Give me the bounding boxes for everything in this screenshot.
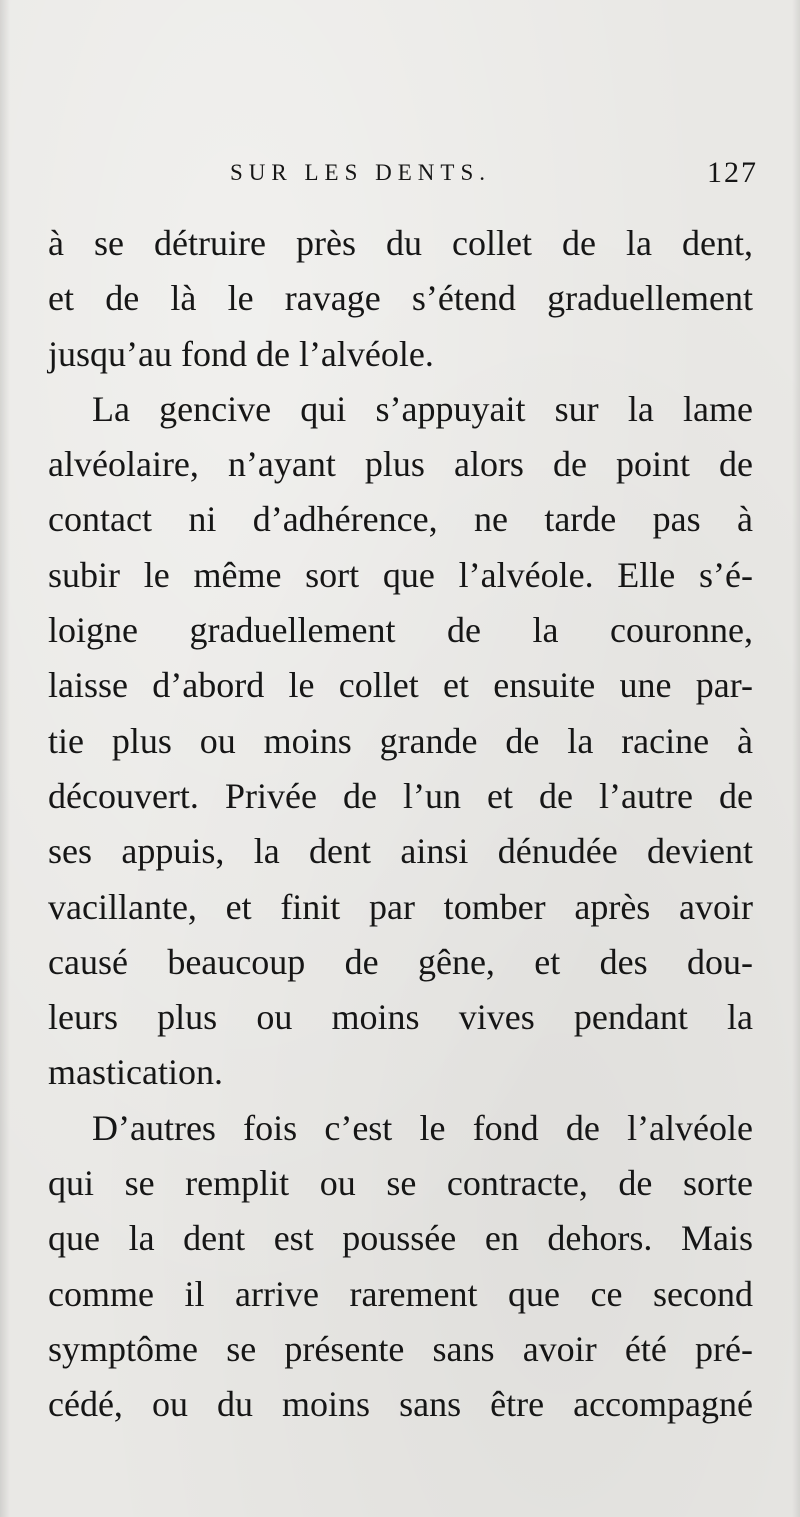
page-edge-shadow-left [0,0,10,1517]
running-head [48,156,758,200]
text-line: causé beaucoup de gêne, et des dou- [48,941,753,982]
text-line: laisse d’abord le collet et ensuite une par- [48,665,753,706]
text-line: découvert. Privée de l’un et de l’autre de [48,775,753,816]
running-title: SUR LES DENTS. [230,160,491,185]
text-line: La gencive qui s’appuyait sur la lame [92,388,753,429]
text-line: et de là le ravage s’étend graduellement [48,278,753,319]
text-line: subir le même sort que l’alvéole. Elle s’é- [48,554,753,595]
text-line: contact ni d’adhérence, ne tarde pas à [48,499,753,540]
text-line: loigne graduellement de la couronne, [48,610,753,651]
text-line: symptôme se présente sans avoir été pré- [48,1328,753,1369]
text-line: comme il arrive rarement que ce second [48,1273,753,1314]
text-line: ses appuis, la dent ainsi dénudée devient [48,831,753,872]
page-number: 127 [707,156,758,189]
text-line: D’autres fois c’est le fond de l’alvéole [92,1107,753,1148]
text-line: alvéolaire, n’ayant plus alors de point de [48,444,753,485]
text-line: cédé, ou du moins sans être accompagné [48,1384,753,1425]
text-line: jusqu’au fond de l’alvéole. [48,333,434,374]
text-line: à se détruire près du collet de la dent, [48,223,753,263]
text-line: leurs plus ou moins vives pendant la [48,997,753,1038]
text-line: vacillante, et finit par tomber après avoir [48,886,753,927]
text-line: mastication. [48,1052,223,1093]
body-text [48,216,753,1433]
page-edge-shadow-right [792,0,800,1517]
text-line: qui se remplit ou se contracte, de sorte [48,1163,753,1204]
text-line: tie plus ou moins grande de la racine à [48,720,753,761]
text-line: que la dent est poussée en dehors. Mais [48,1218,753,1259]
